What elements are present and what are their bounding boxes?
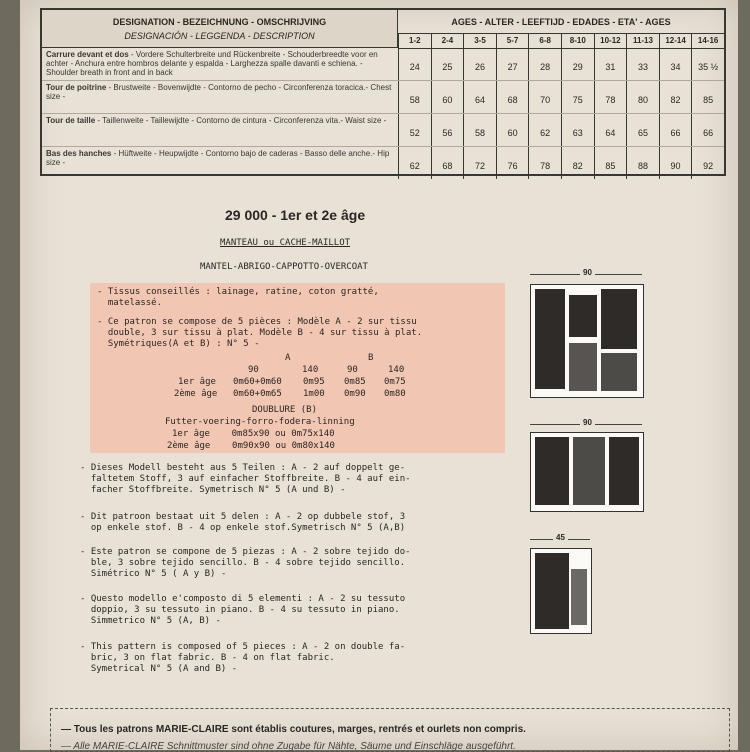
- age-col: 2-4: [431, 34, 464, 48]
- row-label-rest: - Taillenweite - Taillewijdte - Contorno de cintura - Circonferenza vita.- Waist size -: [95, 116, 387, 125]
- age2-label: 2ème âge: [174, 389, 218, 399]
- pattern-piece: [535, 289, 565, 389]
- cell: 85: [691, 81, 724, 113]
- layout-1-width: 90: [580, 268, 595, 277]
- cell: 58: [398, 81, 431, 113]
- width-a-90: 90: [248, 365, 259, 375]
- cell: 33: [626, 48, 659, 80]
- row-values: [398, 81, 724, 113]
- spanish-text: - Este patron se compone de 5 piezas : A - 2 sobre tejido do- ble, 3 sobre tejido sencillo. B - 4 sobre tejido sencillo. Simétrico N° 5 ( A y B) -: [80, 547, 411, 579]
- cutting-layout-3: [530, 548, 592, 634]
- cell: 28: [528, 48, 561, 80]
- age1-a140: 0m95: [303, 377, 325, 387]
- col-a-label: A: [285, 353, 291, 363]
- cell: 29: [561, 48, 594, 80]
- age2-a140: 1m00: [303, 389, 325, 399]
- cell: 52: [398, 114, 431, 146]
- cell: 80: [626, 81, 659, 113]
- footer-notice: [50, 708, 730, 752]
- french-composition: - Ce patron se compose de 5 pièces : Modèle A - 2 sur tissu double, 3 sur tissu à plat. Modèle B - 4 sur tissu à plat. Symétriques(A et B) : N° 5 -: [97, 317, 423, 349]
- width-b-140: 140: [388, 365, 405, 375]
- pattern-piece: [609, 437, 639, 505]
- age2-a90: 0m60+0m65: [233, 389, 282, 399]
- row-values: [398, 147, 724, 179]
- size-table: [40, 8, 726, 176]
- header-line-2: DESIGNACIÓN - LEGGENDA - DESCRIPTION: [124, 31, 315, 41]
- row-label: [46, 50, 396, 77]
- cell: 64: [463, 81, 496, 113]
- age-col: 6-8: [528, 34, 561, 48]
- cell: 70: [528, 81, 561, 113]
- row-label-bold: Carrure devant et dos: [46, 50, 129, 59]
- age1-b90: 0m85: [344, 377, 366, 387]
- age-col: 10-12: [594, 34, 627, 48]
- row-label: [46, 83, 396, 101]
- row-values: [398, 114, 724, 146]
- age-col: 3-5: [463, 34, 496, 48]
- cell: 68: [431, 147, 464, 179]
- row-label-rest: - Brustweite - Bovenwijdte - Contorno de pecho - Circonferenza toracica.- Chest size -: [46, 83, 392, 101]
- cell: 82: [561, 147, 594, 179]
- row-label-rest: - Hüftweite - Heupwijdte - Contorno bajo de caderas - Basso delle anche.- Hip size -: [46, 149, 390, 167]
- cell: 31: [594, 48, 627, 80]
- pattern-age: 1er et 2e âge: [280, 207, 366, 223]
- cell: 25: [431, 48, 464, 80]
- row-label-rest: - Vordere Schulterbreite und Rückenbreite - Schouderbreedte voor en achter - Anchura entre hombros delante y espalda - Larghezza spalle davanti e schiena. - Shoulder breath in front and in back: [46, 50, 378, 77]
- measurement-rows: [42, 48, 724, 174]
- pattern-piece: [601, 289, 637, 349]
- table-row: [42, 81, 724, 114]
- pattern-title: [225, 207, 365, 223]
- cutting-layout-1: [530, 284, 644, 398]
- cell: 35 ½: [691, 48, 724, 80]
- age-col: 8-10: [561, 34, 594, 48]
- cell: 64: [594, 114, 627, 146]
- pattern-piece: [571, 569, 587, 625]
- age-col: 1-2: [398, 34, 431, 48]
- pattern-piece: [573, 437, 605, 505]
- dutch-text: - Dit patroon bestaat uit 5 delen : A - 2 op dubbele stof, 3 op enkele stof. B - 4 op enkele stof.Symetrisch N° 5 (A,B): [80, 512, 406, 533]
- lining-age2: 2ème âge 0m90x90 ou 0m80x140: [167, 441, 335, 451]
- cell: 66: [659, 114, 692, 146]
- layout-2-width: 90: [580, 418, 595, 427]
- age2-b140: 0m80: [384, 389, 406, 399]
- age1-b140: 0m75: [384, 377, 406, 387]
- cell: 85: [594, 147, 627, 179]
- row-label: [46, 116, 396, 125]
- cell: 78: [528, 147, 561, 179]
- width-b-90: 90: [347, 365, 358, 375]
- pattern-number: 29 000 -: [225, 207, 277, 223]
- row-values: [398, 48, 724, 80]
- cell: 26: [463, 48, 496, 80]
- age2-b90: 0m90: [344, 389, 366, 399]
- designation-header: [42, 10, 398, 48]
- age-columns: [398, 34, 724, 49]
- cell: 82: [659, 81, 692, 113]
- cell: 34: [659, 48, 692, 80]
- age1-label: 1er âge: [178, 377, 216, 387]
- cell: 66: [691, 114, 724, 146]
- table-row: [42, 147, 724, 179]
- model-translations: MANTEL-ABRIGO-CAPPOTTO-OVERCOAT: [200, 262, 368, 272]
- lining-translations: Futter-voering-forro-fodera-linning: [165, 417, 355, 427]
- pattern-piece: [601, 353, 637, 391]
- header-line-1: DESIGNATION - BEZEICHNUNG - OMSCHRIJVING: [112, 17, 327, 27]
- footer-line-1: — Tous les patrons MARIE-CLAIRE sont établis coutures, marges, rentrés et ourlets non compris.: [61, 724, 526, 735]
- ages-title: AGES - ALTER - LEEFTIJD - EDADES - ETA' - AGES: [398, 10, 724, 34]
- footer-line-2: — Alle MARIE-CLAIRE Schnittmuster sind ohne Zugabe für Nähte, Säume und Einschläge ausgeführt.: [61, 741, 516, 752]
- age1-a90: 0m60+0m60: [233, 377, 282, 387]
- pattern-piece: [569, 343, 597, 391]
- french-fabrics: - Tissus conseillés : lainage, ratine, coton gratté, matelassé.: [97, 287, 379, 308]
- lining-title: DOUBLURE (B): [252, 405, 318, 415]
- row-label-bold: Tour de taille: [46, 116, 96, 125]
- table-row: [42, 114, 724, 147]
- cell: 60: [496, 114, 529, 146]
- cell: 62: [528, 114, 561, 146]
- cell: 62: [398, 147, 431, 179]
- cell: 56: [431, 114, 464, 146]
- document-page: [20, 0, 738, 750]
- cell: 88: [626, 147, 659, 179]
- cell: 90: [659, 147, 692, 179]
- cell: 78: [594, 81, 627, 113]
- table-row: [42, 48, 724, 81]
- cutting-layout-2: [530, 432, 644, 512]
- cell: 63: [561, 114, 594, 146]
- cell: 58: [463, 114, 496, 146]
- cell: 65: [626, 114, 659, 146]
- row-label-bold: Tour de poitrine: [46, 83, 107, 92]
- cell: 75: [561, 81, 594, 113]
- pattern-piece: [535, 553, 569, 629]
- width-a-140: 140: [302, 365, 319, 375]
- cell: 60: [431, 81, 464, 113]
- col-b-label: B: [368, 353, 374, 363]
- row-label: [46, 149, 396, 167]
- italian-text: - Questo modello e'composto di 5 elementi : A - 2 su tessuto doppio, 3 su tessuto in piano. B - 4 su tessuto in piano. Simmetrico N° 5 (A, B) -: [80, 594, 406, 626]
- age-col: 12-14: [659, 34, 692, 48]
- cell: 27: [496, 48, 529, 80]
- cell: 24: [398, 48, 431, 80]
- model-name: MANTEAU ou CACHE-MAILLOT: [220, 238, 351, 248]
- age-col: 11-13: [626, 34, 659, 48]
- english-text: - This pattern is composed of 5 pieces : A - 2 on double fa- bric, 3 on flat fabric. B - 4 on flat fabric. Symetrical N° 5 (A and B) -: [80, 642, 406, 674]
- layout-3-width: 45: [553, 533, 568, 542]
- cell: 92: [691, 147, 724, 179]
- row-label-bold: Bas des hanches: [46, 149, 112, 158]
- lining-age1: 1er âge 0m85x90 ou 0m75x140: [172, 429, 335, 439]
- pattern-piece: [535, 437, 569, 505]
- cell: 72: [463, 147, 496, 179]
- pattern-piece: [569, 295, 597, 337]
- cell: 68: [496, 81, 529, 113]
- age-col: 5-7: [496, 34, 529, 48]
- age-col: 14-16: [691, 34, 724, 48]
- german-text: - Dieses Modell besteht aus 5 Teilen : A - 2 auf doppelt ge- faltetem Stoff, 3 auf einfacher Stoffbreite. B - 4 auf ein- facher Stoffbreite. Symetrisch N° 5 (A und B) -: [80, 463, 411, 495]
- cell: 76: [496, 147, 529, 179]
